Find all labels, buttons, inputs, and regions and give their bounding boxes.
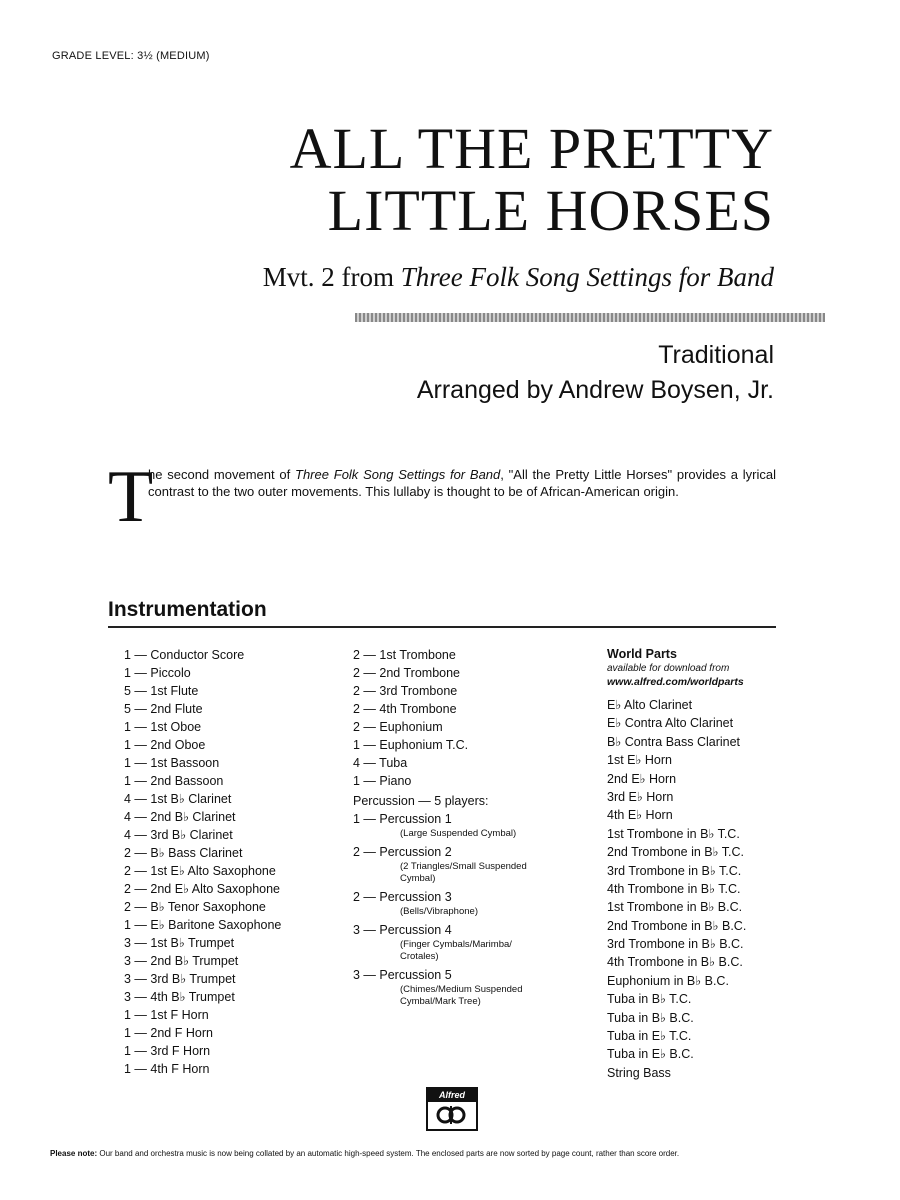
list-item: 2nd Trombone in B♭ T.C. [607, 845, 744, 860]
world-parts-title: World Parts [607, 647, 677, 661]
credit-traditional: Traditional [658, 341, 774, 369]
list-item: Tuba in E♭ T.C. [607, 1029, 692, 1044]
list-item: 2nd E♭ Horn [607, 771, 677, 786]
list-item: 4 — 2nd B♭ Clarinet [124, 810, 236, 824]
list-item: 4th E♭ Horn [607, 808, 673, 823]
list-item: 3 — 1st B♭ Trumpet [124, 936, 235, 950]
footnote [50, 1149, 850, 1158]
list-item: 2 — Percussion 3 [353, 890, 452, 904]
music-note-icon [436, 1104, 466, 1126]
list-item: 1 — Conductor Score [124, 648, 245, 662]
list-item: 1 — 1st F Horn [124, 1008, 209, 1022]
intro-work-title: Three Folk Song Settings for Band [295, 467, 501, 482]
list-item: 3 — 4th B♭ Trumpet [124, 990, 235, 1004]
list-item: E♭ Contra Alto Clarinet [607, 716, 734, 731]
list-item: 1 — 2nd Bassoon [124, 774, 224, 788]
instrument-column-2 [353, 646, 527, 1008]
credit-arranger: Arranged by Andrew Boysen, Jr. [416, 376, 774, 404]
list-item: 2 — B♭ Tenor Saxophone [124, 900, 266, 914]
list-item: 1 — 2nd F Horn [124, 1026, 213, 1040]
percussion-note: Crotales) [400, 951, 439, 962]
list-item: 3 — 3rd B♭ Trumpet [124, 972, 236, 986]
list-item: 2 — B♭ Bass Clarinet [124, 846, 243, 860]
percussion-note: Cymbal) [400, 873, 436, 884]
subtitle-work: Three Folk Song Settings for Band [400, 262, 774, 292]
world-parts-url: www.alfred.com/worldparts [607, 676, 744, 688]
list-item: B♭ Contra Bass Clarinet [607, 734, 741, 749]
list-item: 2 — 4th Trombone [353, 702, 457, 716]
list-item: 1 — 2nd Oboe [124, 738, 206, 752]
list-item: 1st Trombone in B♭ T.C. [607, 826, 740, 841]
list-item: 3 — Percussion 5 [353, 968, 452, 982]
subtitle [263, 262, 774, 293]
list-item: 3rd Trombone in B♭ T.C. [607, 863, 742, 878]
percussion-note: Cymbal/Mark Tree) [400, 996, 481, 1007]
instrumentation-rule [108, 626, 776, 628]
drop-cap: T [108, 456, 154, 538]
percussion-note: (Finger Cymbals/Marimba/ [400, 939, 512, 950]
list-item: Tuba in E♭ B.C. [607, 1047, 694, 1062]
intro-text [148, 466, 776, 500]
list-item: 1 — 4th F Horn [124, 1062, 210, 1076]
list-item: 1 — Percussion 1 [353, 812, 452, 826]
list-item: 3rd Trombone in B♭ B.C. [607, 937, 744, 952]
title-line-2: LITTLE HORSES [327, 178, 774, 243]
list-item: 4 — Tuba [353, 756, 408, 770]
publisher-logo [426, 1087, 478, 1131]
grade-level: GRADE LEVEL: 3½ (MEDIUM) [52, 50, 210, 62]
percussion-note: (Bells/Vibraphone) [400, 906, 478, 917]
list-item: 5 — 2nd Flute [124, 702, 203, 716]
list-item: 1 — E♭ Baritone Saxophone [124, 918, 282, 932]
list-item: 2 — 2nd Trombone [353, 666, 461, 680]
list-item: Tuba in B♭ T.C. [607, 992, 692, 1007]
list-item: 2 — Euphonium [353, 720, 443, 734]
list-item: E♭ Alto Clarinet [607, 698, 693, 712]
percussion-note: (2 Triangles/Small Suspended [400, 861, 527, 872]
list-item: Euphonium in B♭ B.C. [607, 973, 729, 988]
list-item: 1st Trombone in B♭ B.C. [607, 900, 743, 915]
instrument-column-1 [124, 646, 281, 1078]
list-item: 1 — Euphonium T.C. [353, 738, 469, 752]
list-item: 1st E♭ Horn [607, 753, 672, 768]
intro-paragraph [108, 456, 777, 538]
instrumentation-heading: Instrumentation [108, 598, 267, 621]
percussion-header: Percussion — 5 players: [353, 794, 489, 808]
list-item: 2 — 3rd Trombone [353, 684, 458, 698]
footnote-label: Please note: [50, 1149, 98, 1158]
list-item: 2 — 1st Trombone [353, 648, 456, 662]
logo-text: Alfred [428, 1089, 476, 1102]
subtitle-prefix: Mvt. 2 from [262, 262, 401, 292]
list-item: 4 — 3rd B♭ Clarinet [124, 828, 233, 842]
list-item: 1 — 3rd F Horn [124, 1044, 211, 1058]
list-item: 1 — Piano [353, 774, 412, 788]
percussion-note: (Chimes/Medium Suspended [400, 984, 523, 995]
list-item: String Bass [607, 1065, 671, 1080]
list-item: 2 — Percussion 2 [353, 845, 452, 859]
list-item: 4th Trombone in B♭ T.C. [607, 881, 741, 896]
list-item: 3rd E♭ Horn [607, 789, 674, 804]
list-item: 2 — 1st E♭ Alto Saxophone [124, 864, 276, 878]
list-item: 1 — 1st Oboe [124, 720, 202, 734]
world-parts-column [607, 646, 746, 1082]
list-item: 3 — Percussion 4 [353, 923, 452, 937]
title-line-1: ALL THE PRETTY [289, 116, 774, 181]
credits [417, 338, 774, 408]
list-item: 4th Trombone in B♭ B.C. [607, 955, 743, 970]
list-item: 2 — 2nd E♭ Alto Saxophone [124, 882, 281, 896]
list-item: 4 — 1st B♭ Clarinet [124, 792, 232, 806]
page-title [290, 118, 774, 242]
intro-part-2: , "All the Pretty Little Horses" provides a lyrical contrast to the two outer movements. This lullaby is thought to be of African-American origin. [148, 467, 777, 499]
list-item: 2nd Trombone in B♭ B.C. [607, 918, 747, 933]
percussion-note: (Large Suspended Cymbal) [400, 828, 517, 839]
list-item: Tuba in B♭ B.C. [607, 1010, 694, 1025]
list-item: 3 — 2nd B♭ Trumpet [124, 954, 239, 968]
world-parts-availability: available for download from [607, 663, 730, 674]
list-item: 1 — Piccolo [124, 666, 191, 680]
intro-part-1: he second movement of [148, 467, 296, 482]
decorative-rule [355, 313, 825, 322]
list-item: 1 — 1st Bassoon [124, 756, 220, 770]
list-item: 5 — 1st Flute [124, 684, 199, 698]
footnote-text: Our band and orchestra music is now being collated by an automatic high-speed system. The enclosed parts are now sorted by page count, rather than score order. [97, 1149, 680, 1158]
